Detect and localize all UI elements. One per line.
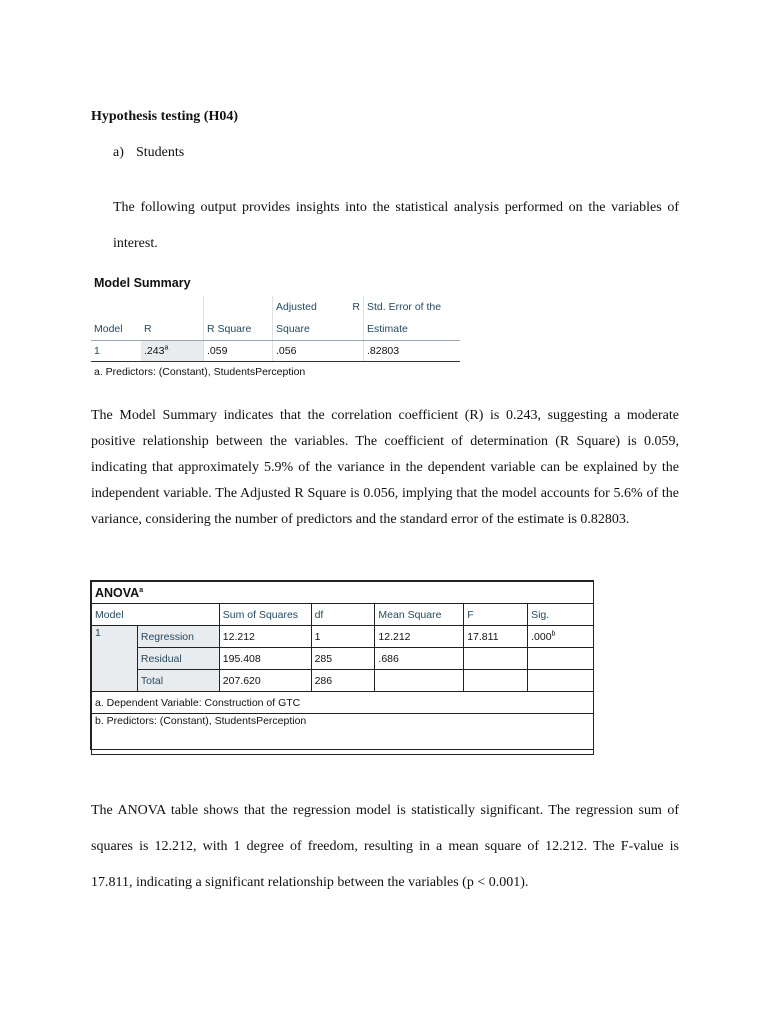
df-header: df: [311, 604, 375, 626]
residual-df: 285: [311, 648, 375, 670]
table-row: [92, 626, 594, 648]
mean-square-header: Mean Square: [375, 604, 464, 626]
residual-f: [464, 648, 528, 670]
regression-label: Regression: [137, 626, 219, 648]
total-sig: [528, 670, 594, 692]
anova-title-mark: a: [139, 586, 144, 594]
regression-f: 17.811: [464, 626, 528, 648]
r-value: .243: [144, 345, 165, 357]
sig-footnote-mark: b: [551, 630, 556, 637]
total-label: Total: [137, 670, 219, 692]
sig-header: Sig.: [528, 604, 594, 626]
intro-paragraph: The following output provides insights into the statistical analysis performed on the variables of interest.: [113, 200, 679, 251]
anova-table: [90, 580, 594, 750]
std-error-header-line1: Std. Error of the: [367, 301, 442, 313]
section-heading: Hypothesis testing (H04): [91, 109, 238, 124]
list-item-students: [113, 145, 184, 161]
residual-sig: [528, 648, 594, 670]
model-summary-table: [91, 276, 463, 378]
f-header: F: [464, 604, 528, 626]
anova-model-number: 1: [92, 626, 138, 692]
list-marker: a): [113, 145, 124, 160]
r-header: R: [141, 318, 204, 341]
anova-paragraph: The ANOVA table shows that the regression model is statistically significant. The regression sum of squares is 12.212, with 1 degree of freedom, resulting in a mean square of 12.212. The F-value is 17.811, indicating a significant relationship between the variables (p < 0.001).: [91, 803, 679, 890]
model-summary-title: Model Summary: [94, 276, 191, 290]
anova-footnote-a: a. Dependent Variable: Construction of GTC: [92, 692, 594, 714]
model-summary-paragraph: The Model Summary indicates that the correlation coefficient (R) is 0.243, suggesting a moderate positive relationship between the variables. The coefficient of determination (R Square) is 0.059, indicating that approximately 5.9% of the variance in the dependent variable can be explained by the independent variable. The Adjusted R Square is 0.056, implying that the model accounts for 5.6% of the variance, considering the number of predictors and the standard error of the estimate is 0.82803.: [91, 408, 679, 527]
residual-mean-square: .686: [375, 648, 464, 670]
adjusted-cell: .056: [273, 341, 364, 362]
residual-sum-of-squares: 195.408: [219, 648, 311, 670]
regression-sum-of-squares: 12.212: [219, 626, 311, 648]
regression-df: 1: [311, 626, 375, 648]
regression-mean-square: 12.212: [375, 626, 464, 648]
regression-sig-cell: [528, 626, 594, 648]
r-footnote-mark: a: [164, 344, 169, 352]
anova-title: ANOVA: [95, 585, 140, 600]
std-error-cell: .82803: [364, 341, 461, 362]
r-cell: [141, 341, 204, 362]
total-mean-square: [375, 670, 464, 692]
model-cell: 1: [91, 341, 141, 362]
adjusted-header-r: R: [352, 301, 360, 313]
r-square-cell: .059: [204, 341, 273, 362]
sum-of-squares-header: Sum of Squares: [219, 604, 311, 626]
total-f: [464, 670, 528, 692]
model-header: Model: [91, 318, 141, 341]
table-row: [92, 670, 594, 692]
table-row: [92, 648, 594, 670]
table-row: [91, 341, 460, 362]
total-sum-of-squares: 207.620: [219, 670, 311, 692]
anova-title-cell: [92, 582, 594, 604]
anova-footnote-b: b. Predictors: (Constant), StudentsPerception: [92, 714, 594, 755]
regression-sig: .000: [531, 630, 552, 643]
model-summary-footnote: a. Predictors: (Constant), StudentsPerception: [94, 366, 306, 378]
adjusted-header-line1: Adjusted: [276, 301, 317, 313]
residual-label: Residual: [137, 648, 219, 670]
adjusted-header-line2: Square: [273, 318, 364, 341]
r-square-header: R Square: [204, 318, 273, 341]
anova-model-header: Model: [92, 604, 220, 626]
list-item-label: Students: [136, 145, 185, 160]
total-df: 286: [311, 670, 375, 692]
std-error-header-line2: Estimate: [364, 318, 461, 341]
